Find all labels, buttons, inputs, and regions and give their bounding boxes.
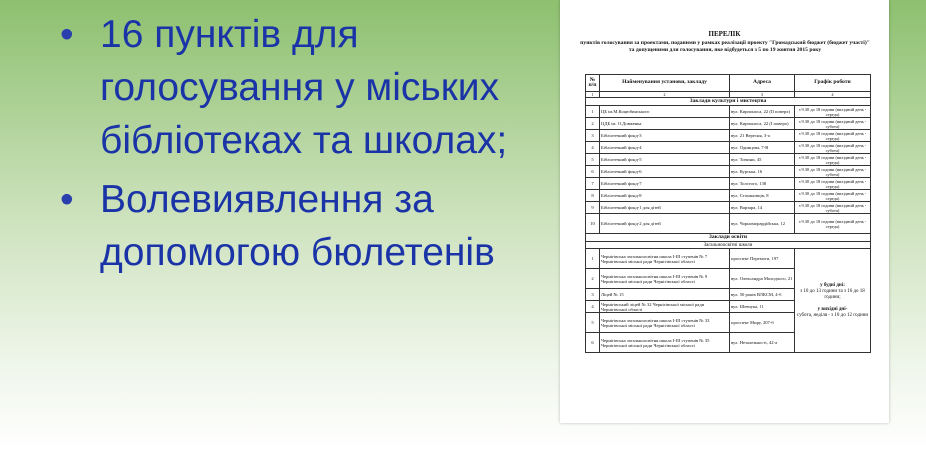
- slide-bullet-list: [58, 8, 528, 279]
- cell-name: Чернігівська загальноосвітня школа І-ІІІ ступенів № 7 Чернігівської міської ради Чернігівської області: [600, 249, 730, 269]
- bullet-dot-icon: •: [60, 178, 74, 221]
- header-address: Адреса: [730, 75, 795, 92]
- cell-address: вул. Одинцова, 7-В: [730, 142, 795, 154]
- table-row: [586, 214, 871, 234]
- bullet-text: 16 пунктів для голосування у міських бібліотеках та школах;: [100, 13, 508, 162]
- bullet-dot-icon: •: [60, 13, 74, 56]
- cell-name: Бібліотечний фонд-4: [600, 142, 730, 154]
- cell-address: вул. Кирпоноса, 22 (I поверх): [730, 118, 795, 130]
- table-row: [586, 118, 871, 130]
- cell-schedule: з 9.30 до 18 години (вихідний день - середа): [795, 178, 871, 190]
- polling-stations-table: [585, 74, 871, 353]
- cell-no: 3: [586, 289, 600, 301]
- document-subtitle: пунктів голосування за проектами, поданими у рамках реалізації проекту "Громадський бюджет (бюджет участі)" та допущеними для голосування, яке відбудеться з 5 по 19 жовтня 2015 року: [580, 40, 870, 54]
- subsection-title: Загальноосвітні школи: [586, 242, 871, 249]
- cell-address: вул. Кирпоноса, 22 (II поверх): [730, 106, 795, 118]
- cell-schedule: з 9.30 до 18 години (вихідний день - субота): [795, 166, 871, 178]
- cell-name: Бібліотечний фонд-3: [600, 130, 730, 142]
- header-name: Найменування установи, закладу: [600, 75, 730, 92]
- header-no: № п/п: [586, 75, 600, 92]
- cell-name: Бібліотечний фонд-2 для дітей: [600, 214, 730, 234]
- column-number: 1: [586, 92, 600, 98]
- subsection-row: [586, 242, 871, 249]
- cell-name: Чернігівська загальноосвітня школа І-ІІІ ступенів № 9 Чернігівської міської ради Чернігівської області: [600, 269, 730, 289]
- cell-name: Чернігівська загальноосвітня школа І-ІІІ ступенів № 33 Чернігівської міської ради Чернігівської області: [600, 313, 730, 333]
- cell-name: Ліцей № 15: [600, 289, 730, 301]
- weekdays-label: у будні дні:: [820, 282, 845, 288]
- cell-no: 1: [586, 249, 600, 269]
- cell-no: 2: [586, 118, 600, 130]
- cell-no: 7: [586, 178, 600, 190]
- table-row: [586, 202, 871, 214]
- document-image: [560, 0, 889, 423]
- cell-name: ЦДБ ім. О.Довженка: [600, 118, 730, 130]
- cell-name: Бібліотечний фонд-1 для дітей: [600, 202, 730, 214]
- cell-no: 1: [586, 106, 600, 118]
- header-schedule: Графік роботи: [795, 75, 871, 92]
- cell-no: 3: [586, 130, 600, 142]
- cell-schedule: з 9.30 до 18 години (вихідний день - середа): [795, 214, 871, 234]
- table-row: [586, 142, 871, 154]
- cell-no: 6: [586, 333, 600, 353]
- table-row: [586, 130, 871, 142]
- section-row: [586, 98, 871, 106]
- cell-address: проспект Перемоги, 197: [730, 249, 795, 269]
- cell-address: вул. Чорноморардійська, 12: [730, 214, 795, 234]
- table-row: [586, 106, 871, 118]
- cell-no: 9: [586, 202, 600, 214]
- bullet-item: [58, 8, 528, 167]
- cell-no: 6: [586, 166, 600, 178]
- cell-address: вул. 21 Вересня, 3-а: [730, 130, 795, 142]
- table-header-row: [586, 75, 871, 92]
- bullet-text: Волевиявлення за допомогою бюлетенів: [100, 178, 495, 274]
- cell-name: Бібліотечний фонд-5: [600, 154, 730, 166]
- cell-schedule: з 9.30 до 18 години (вихідний день - субота): [795, 202, 871, 214]
- table-row: [586, 249, 871, 269]
- cell-schedule: з 9.30 до 18 години (вихідний день - субота): [795, 142, 871, 154]
- column-number: 4: [795, 92, 871, 98]
- table-row: [586, 154, 871, 166]
- cell-no: 5: [586, 313, 600, 333]
- cell-address: вул. Незалежності, 42-а: [730, 333, 795, 353]
- section-row: [586, 234, 871, 242]
- cell-address: вул. Курська, 16: [730, 166, 795, 178]
- weekend-text: субота, неділя - з 10 до 12 години: [796, 312, 869, 318]
- cell-schedule: з 9.30 до 18 години (вихідний день - середа): [795, 154, 871, 166]
- document-title: ПЕРЕЛІК: [708, 30, 741, 38]
- bullet-item: [58, 173, 528, 279]
- cell-name: Чернігівський ліцей № 32 Чернігівської міської ради Чернігівської області: [600, 301, 730, 313]
- cell-schedule: з 9.30 до 18 години (вихідний день - субота): [795, 118, 871, 130]
- cell-no: 10: [586, 214, 600, 234]
- cell-address: проспект Миру, 207-б: [730, 313, 795, 333]
- cell-schedule: з 9.30 до 18 години (вихідний день - середа): [795, 106, 871, 118]
- cell-address: вул. Тичини, 45: [730, 154, 795, 166]
- cell-address: вул. Стахановців, 8: [730, 190, 795, 202]
- cell-name: ЦБ ім.М.Коцюбинського: [600, 106, 730, 118]
- cell-name: Бібліотечний фонд-6: [600, 166, 730, 178]
- cell-no: 2: [586, 269, 600, 289]
- cell-address: вул. 50 років ВЛКСМ, 4-б: [730, 289, 795, 301]
- cell-address: вул. Шевчука, 11: [730, 301, 795, 313]
- cell-schedule: з 9.30 до 18 години (вихідний день - середа): [795, 190, 871, 202]
- cell-name: Чернігівська загальноосвітня школа І-ІІІ ступенів № 35 Чернігівської міської ради Чернігівської області: [600, 333, 730, 353]
- cell-no: 5: [586, 154, 600, 166]
- cell-schedule: з 9.30 до 18 години (вихідний день - середа): [795, 130, 871, 142]
- cell-address: вул. Олександра Молодчого, 21: [730, 269, 795, 289]
- table-row: [586, 190, 871, 202]
- section-title: Заклади освіти: [586, 234, 871, 242]
- cell-name: Бібліотечний фонд-7: [600, 178, 730, 190]
- section-title: Заклади культури і мистецтва: [586, 98, 871, 106]
- cell-no: 4: [586, 142, 600, 154]
- weekend-label: у вихідні дні-: [817, 306, 848, 312]
- cell-address: вул. Толстого, 138: [730, 178, 795, 190]
- column-number: 2: [600, 92, 730, 98]
- table-row: [586, 166, 871, 178]
- cell-address: вул. Варзара, 14: [730, 202, 795, 214]
- cell-no: 4: [586, 301, 600, 313]
- weekdays-text: з 10 до 13 години та з 16 до 18 години;: [800, 288, 865, 300]
- cell-name: Бібліотечний фонд-8: [600, 190, 730, 202]
- table-row: [586, 178, 871, 190]
- cell-no: 8: [586, 190, 600, 202]
- column-number: 3: [730, 92, 795, 98]
- cell-schools-schedule: [795, 249, 871, 353]
